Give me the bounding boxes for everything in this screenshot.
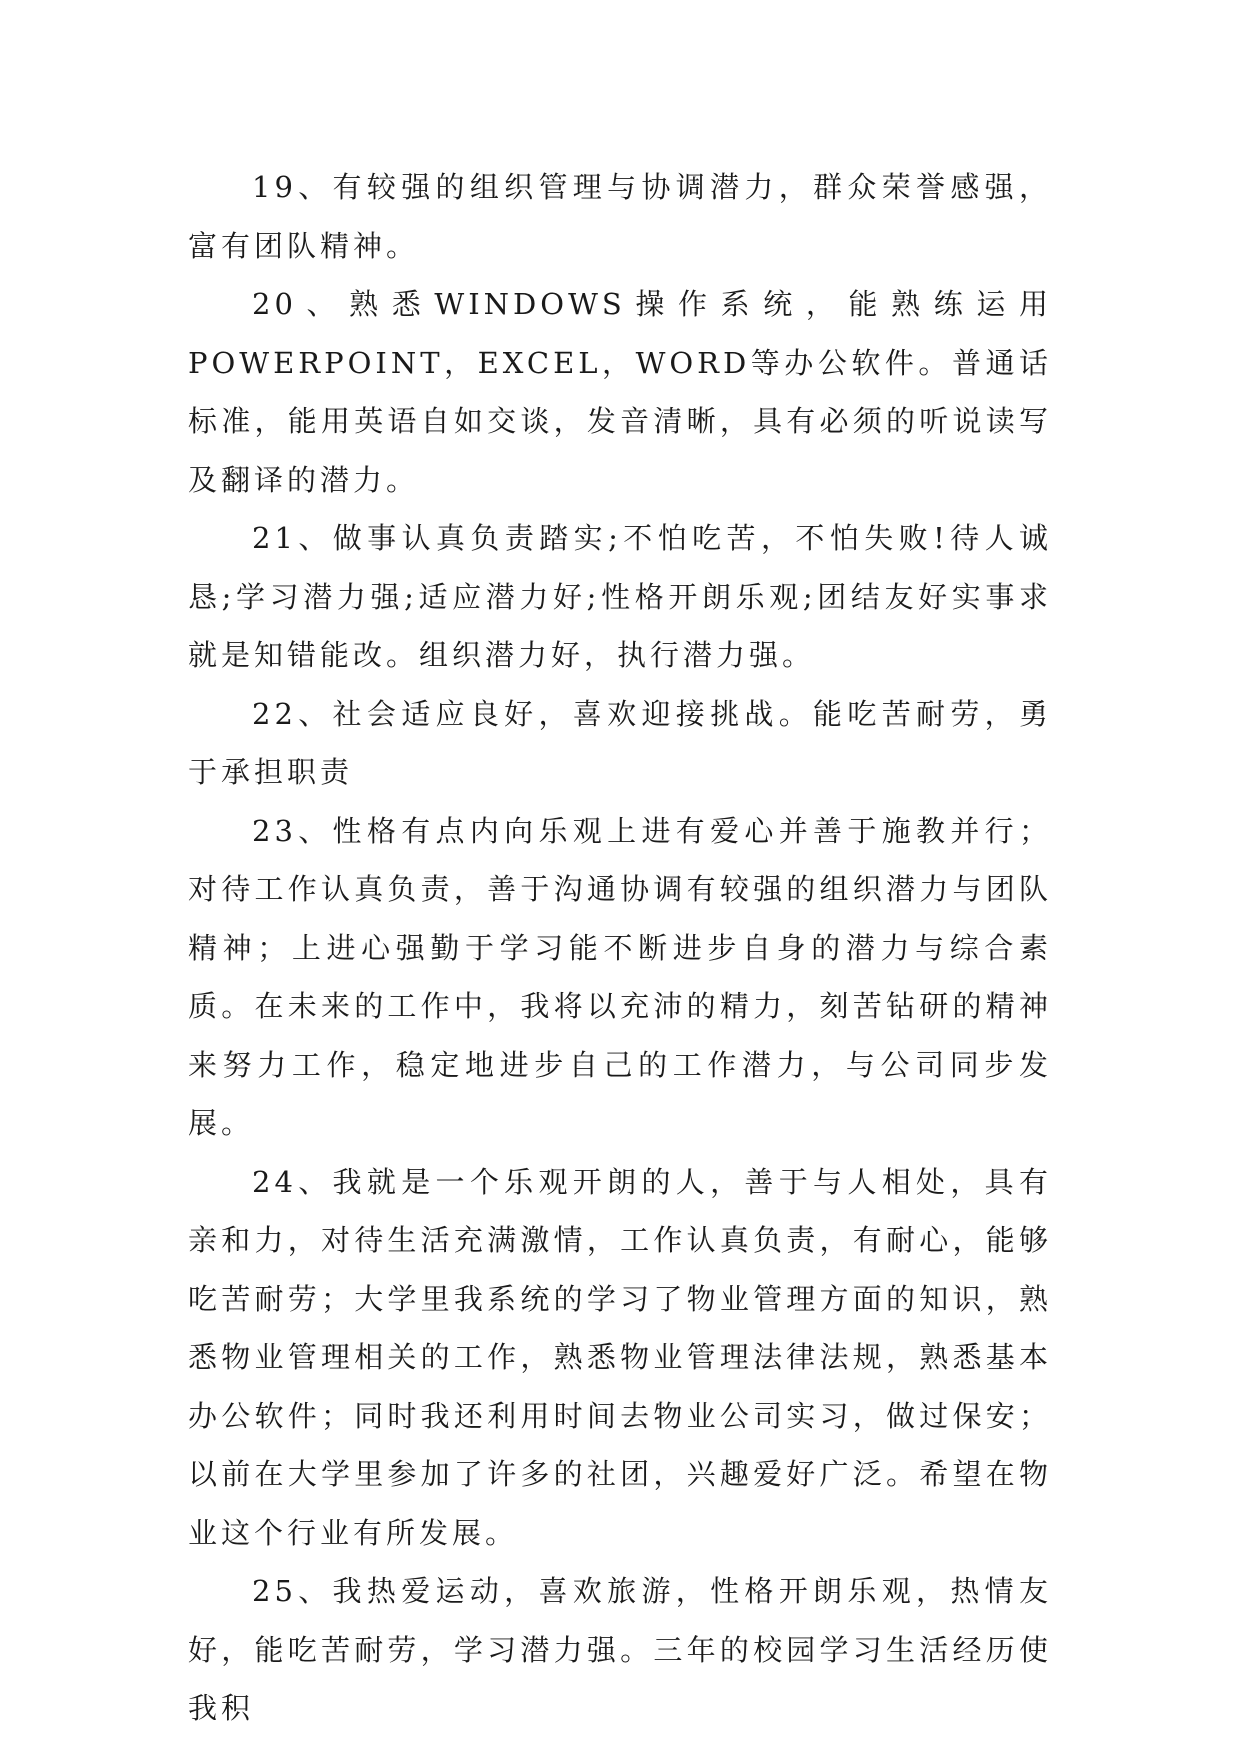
paragraph-21: 21、做事认真负责踏实;不怕吃苦，不怕失败!待人诚恳;学习潜力强;适应潜力好;性格开朗乐观;团结友好实事求就是知错能改。组织潜力好，执行潜力强。 — [188, 521, 1052, 672]
paragraph-24: 24、我就是一个乐观开朗的人，善于与人相处，具有亲和力，对待生活充满激情，工作认真负责，有耐心，能够吃苦耐劳；大学里我系统的学习了物业管理方面的知识，熟悉物业管理相关的工作，熟悉物业管理法律法规，熟悉基本办公软件；同时我还利用时间去物业公司实习，做过保安；以前在大学里参加了许多的社团，兴趣爱好广泛。希望在物业这个行业有所发展。 — [188, 1164, 1052, 1550]
paragraph-20: 20、熟悉WINDOWS操作系统，能熟练运用POWERPOINT，EXCEL，WORD等办公软件。普通话标准，能用英语自如交谈，发音清晰，具有必须的听说读写及翻译的潜力。 — [188, 287, 1052, 497]
paragraph-25: 25、我热爱运动，喜欢旅游，性格开朗乐观，热情友好，能吃苦耐劳，学习潜力强。三年的校园学习生活经历使我积 — [188, 1574, 1052, 1725]
document-body — [188, 158, 1052, 1738]
paragraph-22: 22、社会适应良好，喜欢迎接挑战。能吃苦耐劳，勇于承担职责 — [188, 696, 1052, 789]
paragraph-19: 19、有较强的组织管理与协调潜力，群众荣誉感强，富有团队精神。 — [188, 170, 1052, 263]
paragraph-23: 23、性格有点内向乐观上进有爱心并善于施教并行；对待工作认真负责，善于沟通协调有较强的组织潜力与团队精神；上进心强勤于学习能不断进步自身的潜力与综合素质。在未来的工作中，我将以充沛的精力，刻苦钻研的精神来努力工作，稳定地进步自己的工作潜力，与公司同步发展。 — [188, 813, 1052, 1140]
